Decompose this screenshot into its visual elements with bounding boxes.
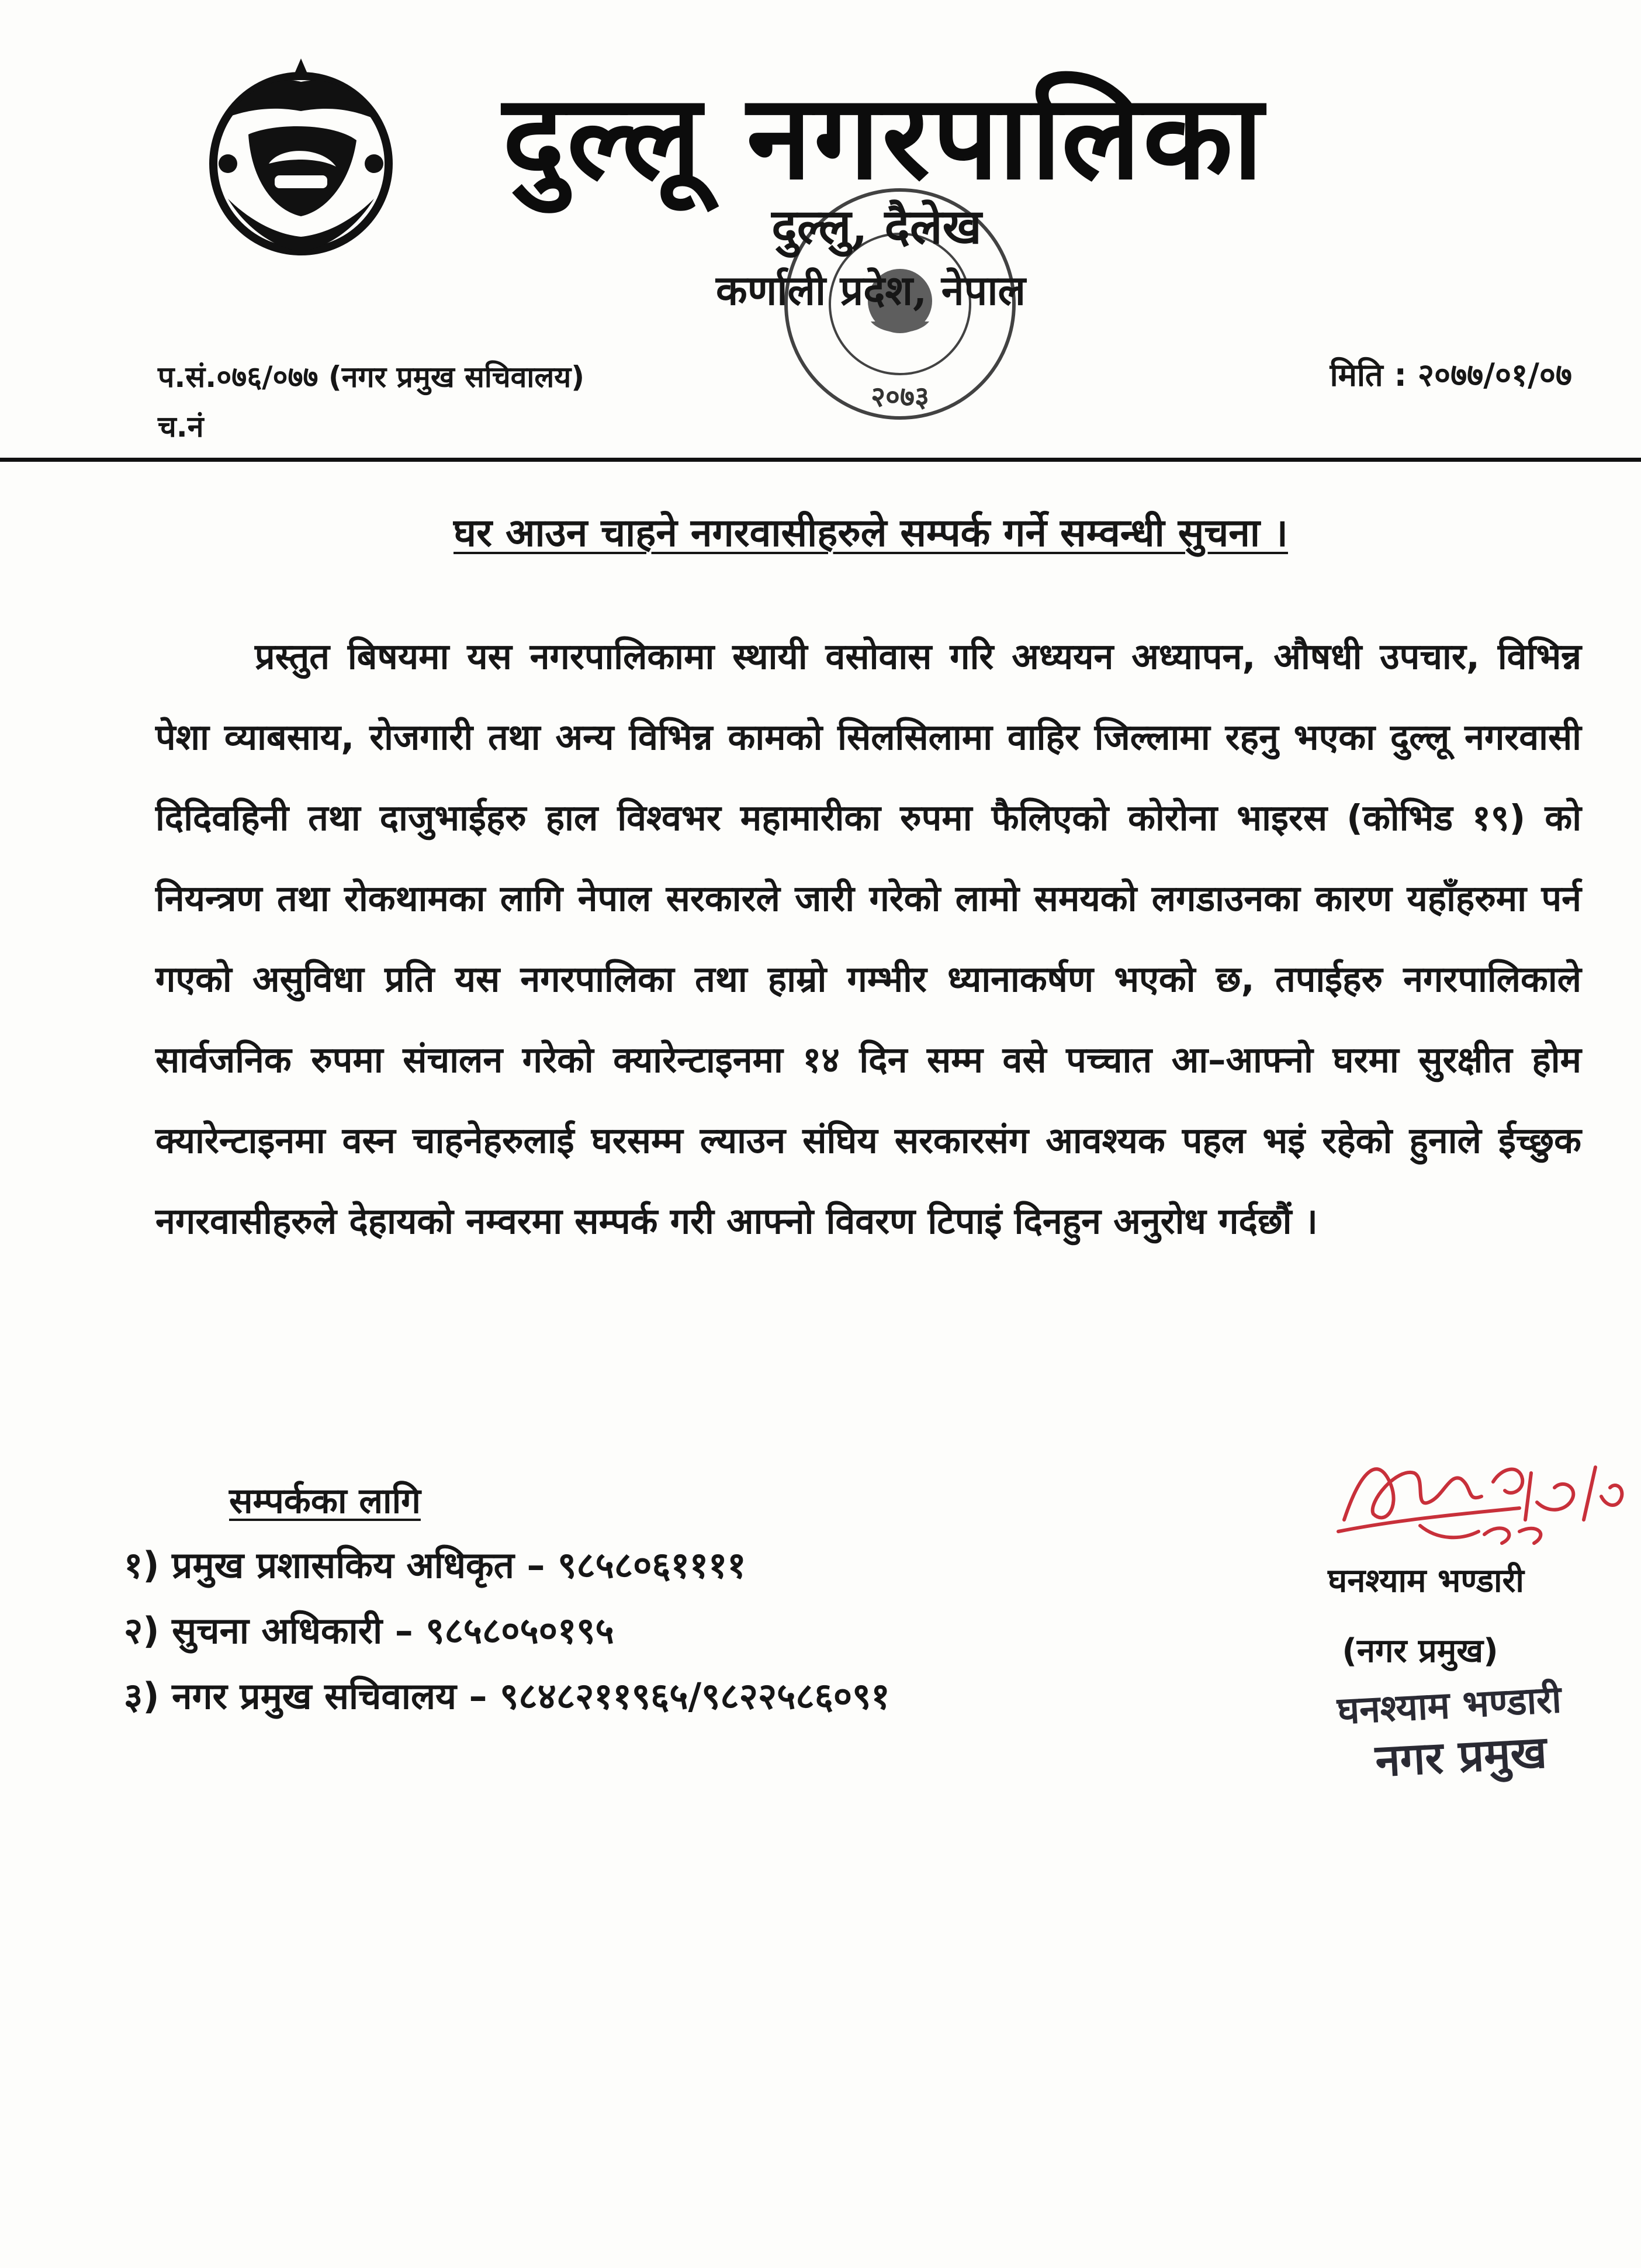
dispatch-number: च.नं bbox=[158, 410, 204, 444]
address-line-1: दुल्लु, दैलेख bbox=[771, 199, 982, 255]
address-line-2: कर्णाली प्रदेश, नेपाल bbox=[716, 266, 1026, 314]
contact-item: ३) नगर प्रमुख सचिवालय – ९८४८२११९६५/९८२२५८६०९१ bbox=[124, 1675, 890, 1717]
organization-name: दुल्लू नगरपालिका bbox=[503, 68, 1266, 206]
contacts-heading: सम्पर्कका लागि bbox=[229, 1481, 421, 1522]
government-emblem-icon bbox=[193, 47, 409, 263]
handwritten-signature-icon bbox=[1327, 1432, 1630, 1572]
signature-stamp-name: घनश्याम भण्डारी bbox=[1336, 1678, 1563, 1733]
signer-name: घनश्याम भण्डारी bbox=[1328, 1562, 1524, 1600]
seal-year: २०७३ bbox=[871, 381, 929, 413]
contact-item: २) सुचना अधिकारी – ९८५८०५०१९५ bbox=[124, 1609, 614, 1652]
reference-number: प.सं.०७६/०७७ (नगर प्रमुख सचिवालय) bbox=[158, 360, 585, 394]
letter-date: मिति : २०७७/०१/०७ bbox=[1330, 357, 1572, 393]
notice-body: प्रस्तुत बिषयमा यस नगरपालिकामा स्थायी वसोवास गरि अध्ययन अध्यापन, औषधी उपचार, विभिन्न पेशा व्याबसाय, रोजगारी तथा अन्य विभिन्न कामको सिलसिलामा वाहिर जिल्लामा रहनु भएका दुल्लू नगरवासी दिदिवहिनी तथा दाजुभाईहरु हाल विश्वभर महामारीका रुपमा फैलिएको कोरोना भाइरस (कोभिड १९) को नियन्त्रण तथा रोकथामका लागि नेपाल सरकारले जारी गरेको लामो समयको लगडाउनका कारण यहाँहरुमा पर्न गएको असुविधा प्रति यस नगरपालिका तथा हाम्रो गम्भीर ध्यानाकर्षण भएको छ, तपाईहरु नगरपालिकाले सार्वजनिक रुपमा संचालन गरेको क्यारेन्टाइनमा १४ दिन सम्म वसे पच्चात आ–आफ्नो घरमा सुरक्षीत होम क्यारेन्टाइनमा वस्न चाहनेहरुलाई घरसम्म ल्याउन संघिय सरकारसंग आवश्यक पहल भइं रहेको हुनाले ईच्छुक नगरवासीहरुले देहायको नम्वरमा सम्पर्क गरी आफ्नो विवरण टिपाइं दिनहुन अनुरोध गर्दछौं । bbox=[155, 636, 1581, 1242]
signature-stamp-title: नगर प्रमुख bbox=[1374, 1726, 1548, 1787]
header-divider bbox=[0, 458, 1641, 462]
signer-title: (नगर प्रमुख) bbox=[1342, 1632, 1498, 1670]
contacts-list bbox=[124, 1543, 1117, 1740]
contact-item: १) प्रमुख प्रशासकिय अधिकृत – ९८५८०६११११ bbox=[124, 1544, 746, 1586]
notice-subject: घर आउन चाहने नगरवासीहरुले सम्पर्क गर्ने सम्वन्धी सुचना । bbox=[453, 510, 1288, 555]
